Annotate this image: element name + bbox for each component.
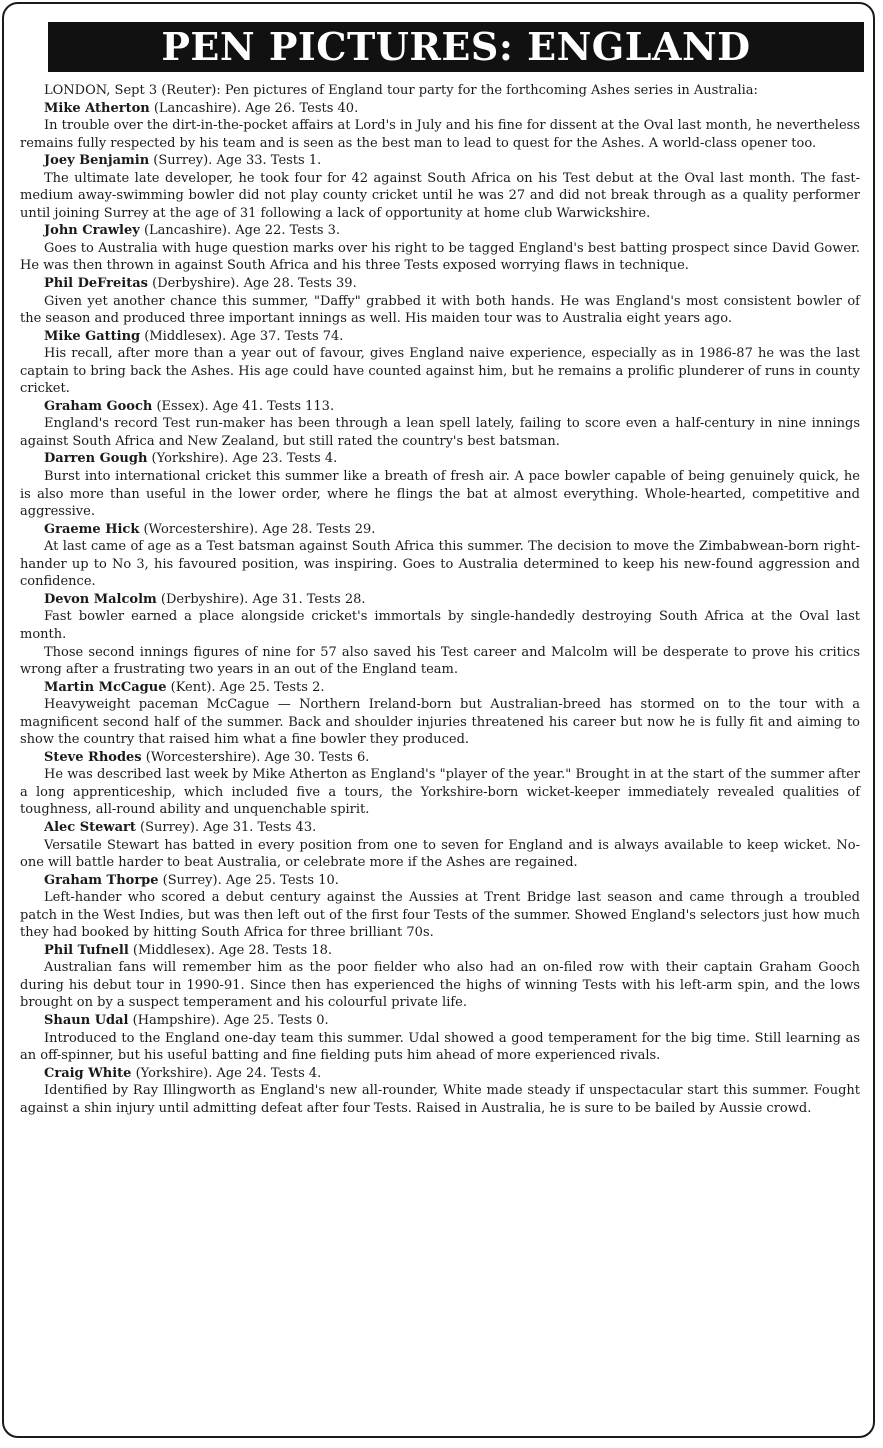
player-paragraph: His recall, after more than a year out of favour, gives England naive experience, especially as in 1986-87 he was the last captain to bring back the Ashes. His age could have counted against him, but he remains a prolific plunderer of runs in county cricket. bbox=[20, 346, 860, 397]
player-info: (Worcestershire). Age 28. Tests 29. bbox=[139, 521, 376, 537]
player-heading bbox=[20, 222, 860, 240]
player-paragraph: England's record Test run-maker has been through a lean spell lately, failing to score even a half-century in nine innings against South Africa and New Zealand, but still rated the country's best batsman. bbox=[20, 416, 860, 449]
player-info: (Middlesex). Age 28. Tests 18. bbox=[128, 942, 333, 958]
player-info: (Surrey). Age 25. Tests 10. bbox=[158, 872, 339, 888]
player-name: Martin McCague bbox=[44, 679, 167, 695]
player-paragraph: Given yet another chance this summer, "Daffy" grabbed it with both hands. He was England's most consistent bowler of the season and produced three important innings as well. His maiden tour was to Australia eight years ago. bbox=[20, 293, 860, 327]
player-heading bbox=[20, 1065, 860, 1083]
player-heading bbox=[20, 872, 860, 890]
player-paragraph: Fast bowler earned a place alongside cricket's immortals by single-handedly destroying South Africa at the Oval last month. bbox=[20, 609, 860, 642]
player-name: Phil Tufnell bbox=[44, 942, 129, 958]
player-heading bbox=[20, 450, 860, 468]
player-name: Graham Thorpe bbox=[44, 872, 159, 888]
clipping-frame bbox=[2, 2, 875, 1438]
player-name: Darren Gough bbox=[44, 451, 148, 467]
player-info: (Surrey). Age 31. Tests 43. bbox=[135, 819, 317, 835]
player-info: (Worcestershire). Age 30. Tests 6. bbox=[141, 749, 370, 765]
player-info: (Derbyshire). Age 31. Tests 28. bbox=[156, 591, 366, 607]
player-info: (Lancashire). Age 22. Tests 3. bbox=[139, 223, 341, 239]
player-paragraph: Those second innings figures of nine for 57 also saved his Test career and Malcolm will be desperate to prove his critics wrong after a frustrating two years in an out of the England team. bbox=[20, 644, 860, 678]
player-heading bbox=[20, 152, 860, 170]
player-name: Mike Gatting bbox=[44, 328, 141, 344]
player-heading bbox=[20, 679, 860, 697]
player-info: (Yorkshire). Age 24. Tests 4. bbox=[131, 1065, 322, 1081]
player-info: (Kent). Age 25. Tests 2. bbox=[166, 679, 325, 695]
player-name: Devon Malcolm bbox=[44, 591, 157, 607]
player-name: Graeme Hick bbox=[44, 521, 140, 537]
player-paragraph: Heavyweight paceman McCague — Northern Ireland-born but Australian-breed has stormed on to the tour with a magnificent second half of the summer. Back and shoulder injuries threatened his career but now he is fully fit and aiming to show the country that raised him what a fine bowler they produced. bbox=[20, 697, 860, 748]
player-paragraph: Introduced to the England one-day team this summer. Udal showed a good temperament for the big time. Still learning as an off-spinner, but his useful batting and fine fielding puts him ahead of more experienced rivals. bbox=[20, 1030, 860, 1064]
player-info: (Yorkshire). Age 23. Tests 4. bbox=[147, 451, 338, 467]
player-heading bbox=[20, 100, 860, 118]
player-paragraph: Versatile Stewart has batted in every position from one to seven for England and is always available to keep wicket. No-one will battle harder to beat Australia, or celebrate more if the Ashes are regained. bbox=[20, 837, 860, 871]
player-paragraph: Burst into international cricket this summer like a breath of fresh air. A pace bowler capable of being genuinely quick, he is also more than useful in the lower order, where he flings the bat at almost everything. Whole-hearted, competitive and aggressive. bbox=[20, 469, 860, 520]
player-paragraph: Australian fans will remember him as the poor fielder who also had an on-filed row with their captain Graham Gooch during his debut tour in 1990-91. Since then has experienced the highs of winning Tests with his left-arm spin, and the lows brought on by a suspect temperament and his colourful private life. bbox=[20, 960, 860, 1011]
player-name: Alec Stewart bbox=[44, 819, 136, 835]
player-paragraph: The ultimate late developer, he took four for 42 against South Africa on his Test debut at the Oval last month. The fast-medium away-swimming bowler did not play county cricket until he was 27 and did not break through as a quality performer until joining Surrey at the age of 31 following a lack of opportunity at home club Warwickshire. bbox=[20, 170, 860, 221]
player-name: Phil DeFreitas bbox=[44, 276, 148, 292]
player-info: (Essex). Age 41. Tests 113. bbox=[152, 398, 335, 414]
player-name: Mike Atherton bbox=[44, 100, 150, 116]
headline-banner: PEN PICTURES: ENGLAND bbox=[48, 22, 864, 72]
intro-paragraph: LONDON, Sept 3 (Reuter): Pen pictures of England tour party for the forthcoming Ashes series in Australia: bbox=[44, 83, 758, 98]
player-info: (Lancashire). Age 26. Tests 40. bbox=[149, 100, 359, 116]
article-body bbox=[20, 82, 860, 1117]
player-heading bbox=[20, 942, 860, 960]
player-info: (Hampshire). Age 25. Tests 0. bbox=[128, 1012, 329, 1028]
player-heading bbox=[20, 819, 860, 837]
player-paragraph: Goes to Australia with huge question marks over his right to be tagged England's best batting prospect since David Gower. He was then thrown in against South Africa and his three Tests exposed worrying flaws in technique. bbox=[20, 240, 860, 274]
player-paragraph: He was described last week by Mike Atherton as England's "player of the year." Brought in at the start of the summer after a long apprenticeship, which included five a tours, the Yorkshire-born wicket-keeper immediately revealed qualities of toughness, all-round ability and unquenchable spirit. bbox=[20, 767, 860, 818]
player-heading bbox=[20, 591, 860, 609]
player-heading bbox=[20, 1012, 860, 1030]
player-heading bbox=[20, 328, 860, 346]
player-heading bbox=[20, 521, 860, 539]
player-heading bbox=[20, 275, 860, 293]
player-paragraph: Identified by Ray Illingworth as England's new all-rounder, White made steady if unspectacular start this summer. Fought against a shin injury until admitting defeat after four Tests. Raised in Australia, he is sure to be bailed by Aussie crowd. bbox=[20, 1083, 860, 1116]
player-name: Joey Benjamin bbox=[44, 153, 150, 169]
player-name: Graham Gooch bbox=[44, 398, 153, 414]
player-paragraph: In trouble over the dirt-in-the-pocket affairs at Lord's in July and his fine for dissent at the Oval last month, he nevertheless remains fully respected by his team and is seen as the best man to lead to quest for the Ashes. A world-class opener too. bbox=[20, 118, 860, 151]
player-info: (Derbyshire). Age 28. Tests 39. bbox=[147, 276, 357, 292]
player-name: John Crawley bbox=[44, 223, 140, 239]
player-name: Craig White bbox=[44, 1065, 132, 1081]
player-info: (Middlesex). Age 37. Tests 74. bbox=[140, 328, 344, 344]
player-heading bbox=[20, 749, 860, 767]
player-paragraph: At last came of age as a Test batsman against South Africa this summer. The decision to move the Zimbabwean-born right-hander up to No 3, his favoured position, was inspiring. Goes to Australia determined to keep his new-found aggression and confidence. bbox=[20, 539, 860, 590]
player-name: Steve Rhodes bbox=[44, 749, 142, 765]
player-heading bbox=[20, 398, 860, 416]
player-info: (Surrey). Age 33. Tests 1. bbox=[149, 153, 322, 169]
player-paragraph: Left-hander who scored a debut century against the Aussies at Trent Bridge last season and came through a troubled patch in the West Indies, but was then left out of the first four Tests of the summer. Showed England's selectors just how much they had booked by hitting South Africa for three brilliant 70s. bbox=[20, 890, 860, 941]
player-name: Shaun Udal bbox=[44, 1012, 129, 1028]
